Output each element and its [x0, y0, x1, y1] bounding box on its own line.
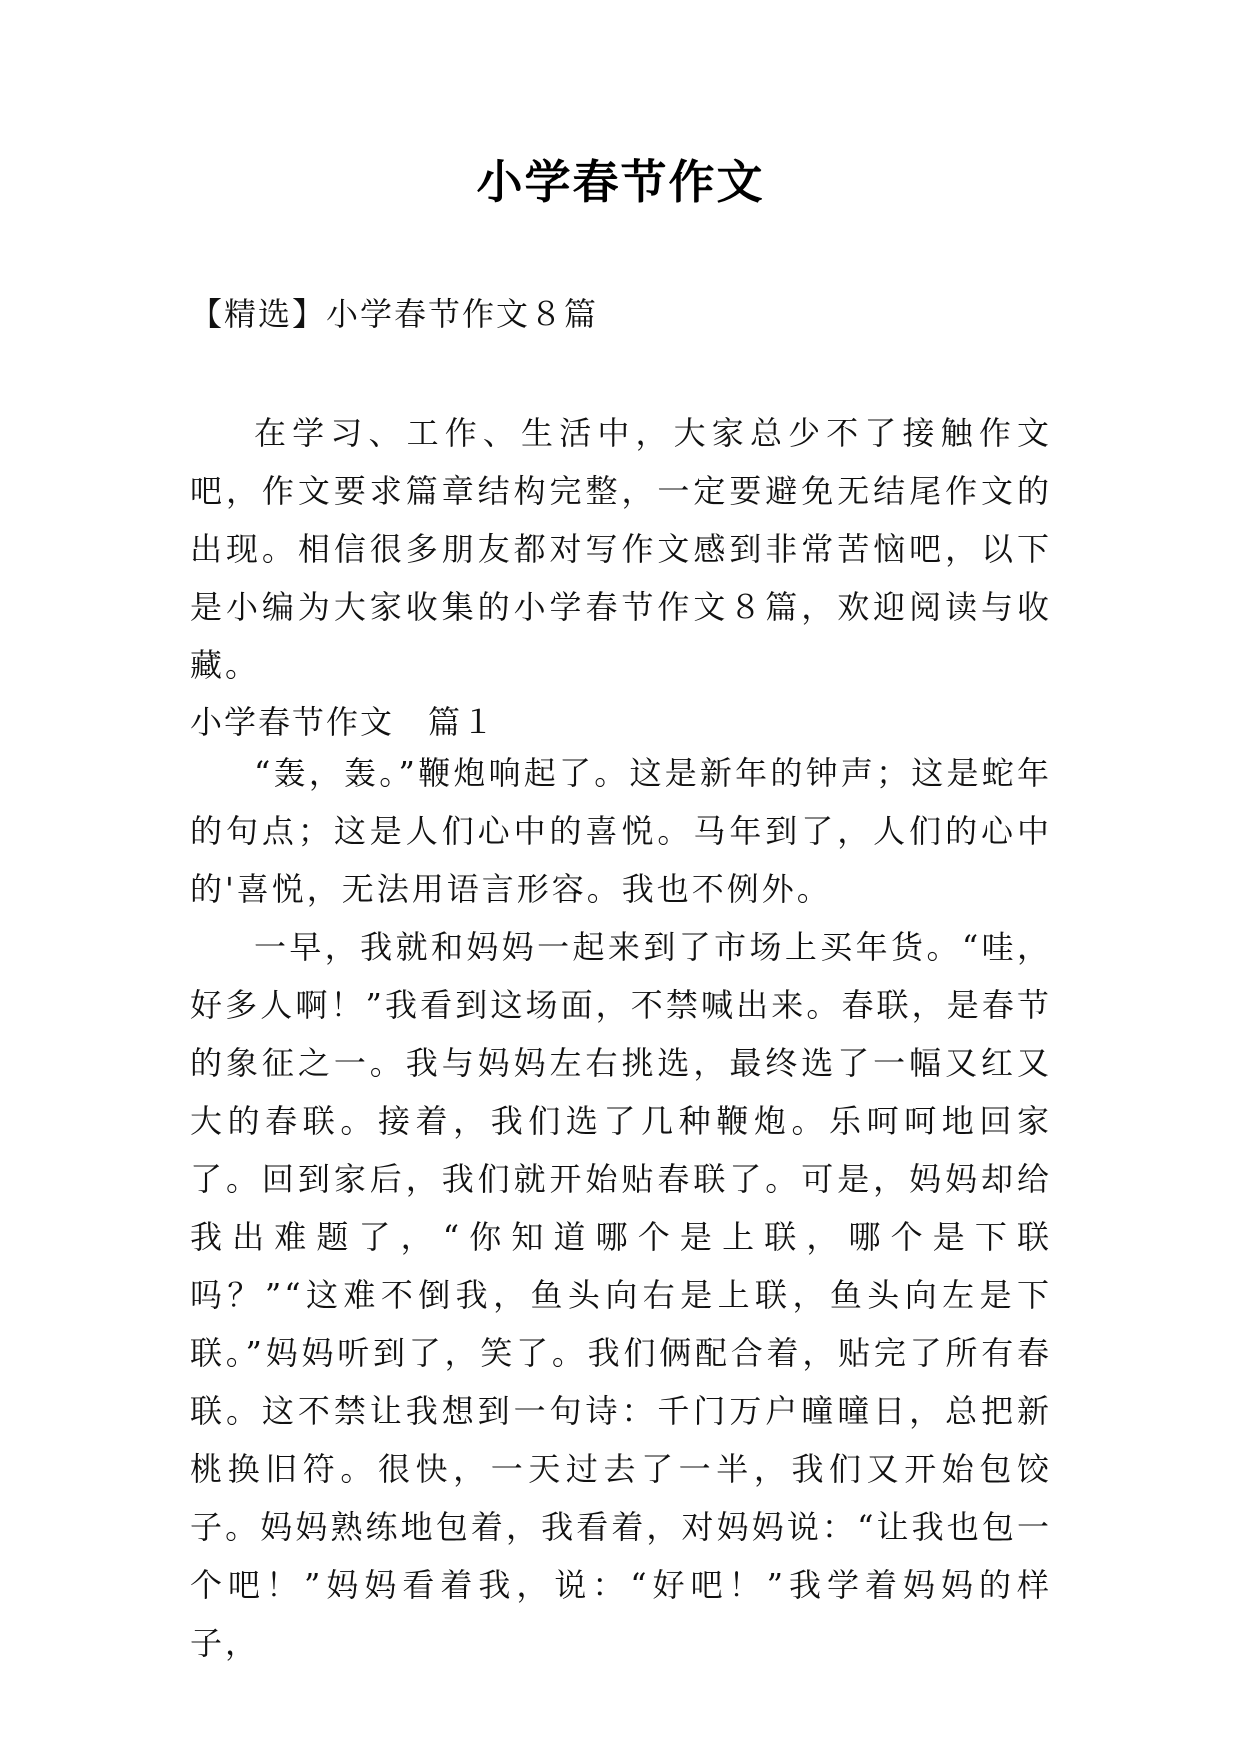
intro-paragraph: 在学习、工作、生活中，大家总少不了接触作文吧，作文要求篇章结构完整，一定要避免无结尾作文的出现。相信很多朋友都对写作文感到非常苦恼吧，以下是小编为大家收集的小学春节作文８篇，欢迎阅读与收藏。 [190, 414, 1052, 684]
essay-paragraph-1: “轰，轰。”鞭炮响起了。这是新年的钟声；这是蛇年的句点；这是人们心中的喜悦。马年到了，人们的心中的'喜悦，无法用语言形容。我也不例外。 [190, 754, 1052, 908]
document-title: 小学春节作文 [476, 155, 765, 209]
section-heading: 小学春节作文 篇１ [190, 703, 497, 741]
document-subtitle: 【精选】小学春节作文８篇 [190, 295, 599, 333]
essay-paragraph-2: 一早，我就和妈妈一起来到了市场上买年货。“哇，好多人啊！”我看到这场面，不禁喊出来。春联，是春节的象征之一。我与妈妈左右挑选，最终选了一幅又红又大的春联。接着，我们选了几种鞭炮。乐呵呵地回家了。回到家后，我们就开始贴春联了。可是，妈妈却给我出难题了，“你知道哪个是上联，哪个是下联吗？”“这难不倒我，鱼头向右是上联，鱼头向左是下联。”妈妈听到了，笑了。我们俩配合着，贴完了所有春联。这不禁让我想到一句诗：千门万户曈曈日，总把新桃换旧符。很快，一天过去了一半，我们又开始包饺子。妈妈熟练地包着，我看着，对妈妈说：“让我也包一个吧！”妈妈看着我，说：“好吧！”我学着妈妈的样子， [190, 928, 1052, 1662]
